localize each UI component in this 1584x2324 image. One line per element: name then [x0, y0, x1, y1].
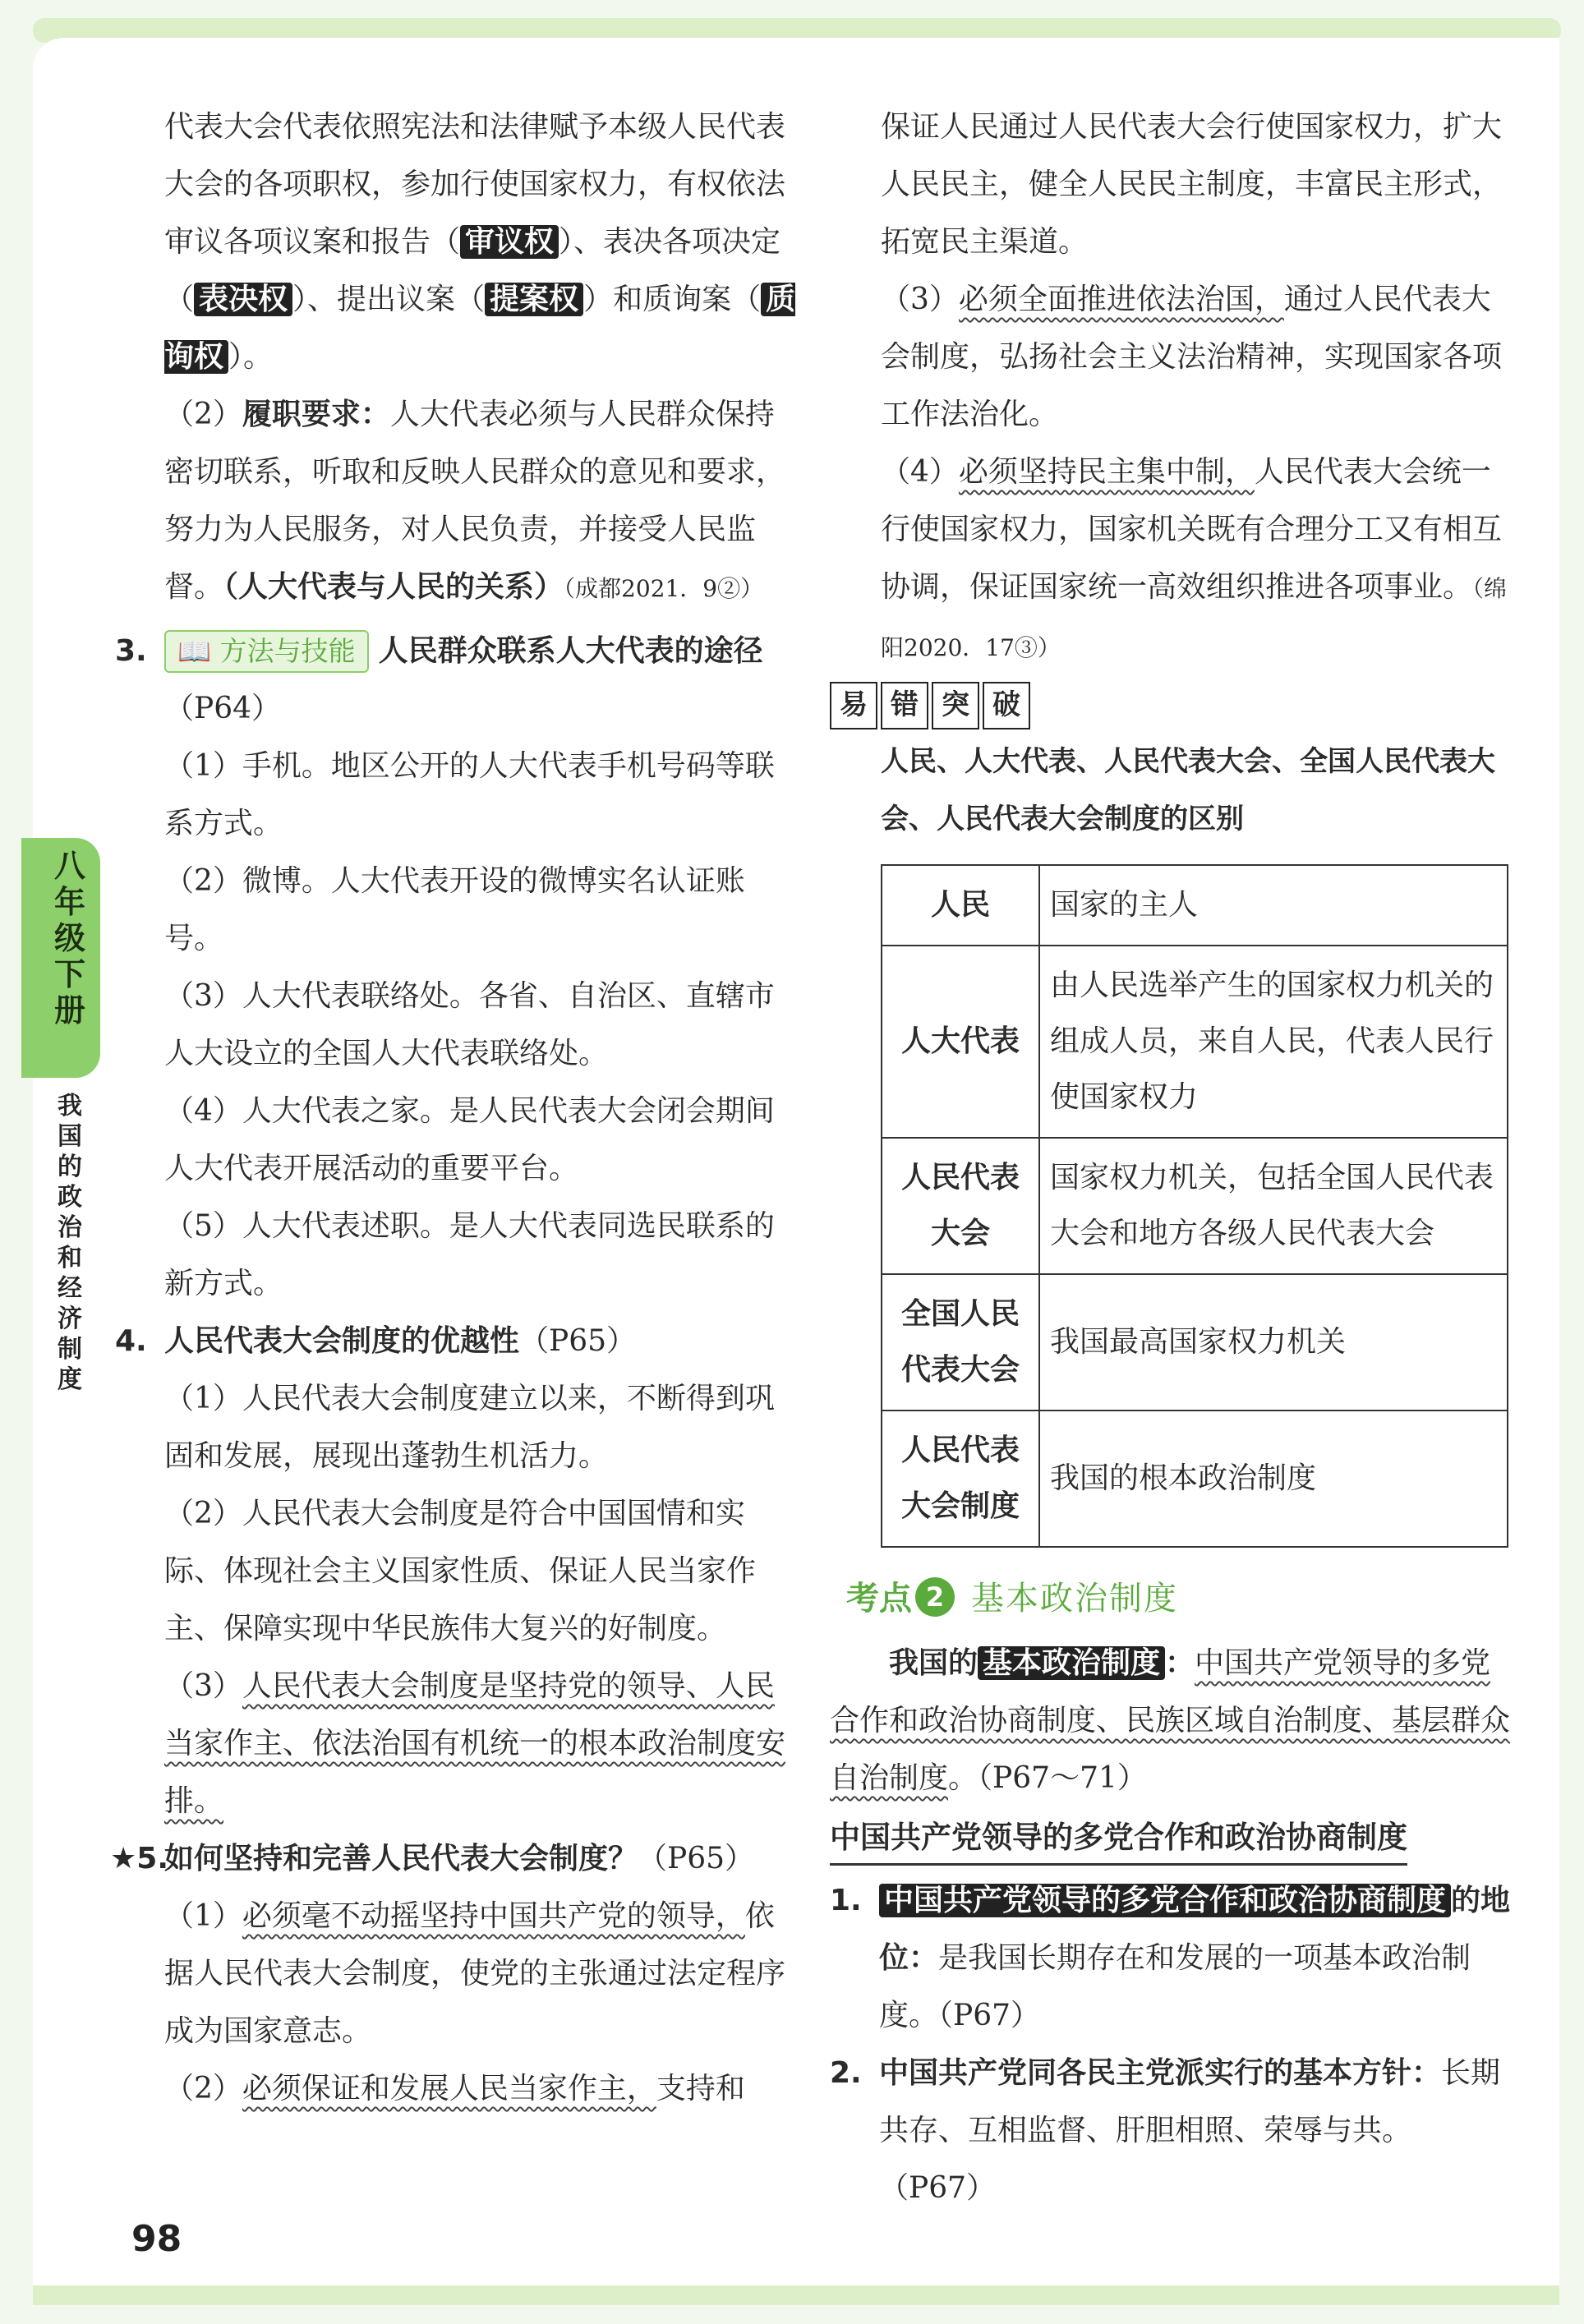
- table-row: 人民代表大会制度 我国的根本政治制度: [882, 1411, 1508, 1547]
- relation-note: （人大代表与人民的关系）: [223, 570, 564, 604]
- contact-way-3: （3）人大代表联络处。各省、自治区、直辖市人大设立的全国人大代表联络处。: [164, 979, 775, 1070]
- exam-ref: （成都2021．9②）: [564, 575, 764, 602]
- left-column: [110, 99, 797, 2118]
- table-row: 人民 国家的主人: [882, 865, 1508, 946]
- contact-way-2: （2）微博。人大代表开设的微博实名认证账号。: [164, 864, 745, 955]
- item-3: 3. 📖 方法与技能 人民群众联系人大代表的途径（P64）: [115, 623, 797, 738]
- section-subhead: 中国共产党领导的多党合作和政治协商制度: [830, 1812, 1407, 1866]
- uphold-2: （2）必须保证和发展人民当家作主，支持和: [164, 2072, 745, 2105]
- highlight-inquiry-right: 质询权: [164, 283, 796, 374]
- right-item-2: 2. 中国共产党同各民主党派实行的基本方针：长期共存、互相监督、肝胆相照、荣辱与共。（P67）: [830, 2045, 1512, 2217]
- duty-label: 履职要求：: [242, 398, 390, 431]
- highlight-vote-right: 表决权: [194, 283, 292, 316]
- highlight-proposal-right: 提案权: [485, 283, 583, 316]
- highlight-review-right: 审议权: [460, 225, 559, 259]
- right-column: [830, 99, 1512, 2217]
- table-row: 全国人民代表大会 我国最高国家权力机关: [882, 1274, 1508, 1411]
- bottom-decor-bar: [33, 2285, 1559, 2305]
- superiority-3: （3）人民代表大会制度是坚持党的领导、人民当家作主、依法治国有机统一的根本政治制度安排。: [164, 1669, 786, 1818]
- item-title: 人民群众联系人大代表的途径: [378, 634, 763, 668]
- highlight-basic-system: 基本政治制度: [978, 1646, 1165, 1680]
- contact-way-5: （5）人大代表述职。是人大代表同选民联系的新方式。: [164, 1209, 775, 1300]
- superiority-1: （1）人民代表大会制度建立以来，不断得到巩固和发展，展现出蓬勃生机活力。: [164, 1382, 775, 1473]
- duty-paragraph: （2）履职要求：人大代表必须与人民群众保持密切联系，听取和反映人民群众的意见和要求，努力为人民服务，对人民负责，并接受人民监督。（人大代表与人民的关系）（成都2021．9②）: [164, 398, 786, 604]
- item-number: 2.: [830, 2056, 862, 2090]
- item-5: ★5. 如何坚持和完善人民代表大会制度？（P65）: [115, 1830, 797, 1888]
- item-4: 4. 人民代表大会制度的优越性（P65）: [115, 1313, 797, 1370]
- side-book-title: 我国的政治和经济制度: [58, 1092, 82, 1394]
- contact-way-1: （1）手机。地区公开的人大代表手机号码等联系方式。: [164, 749, 775, 840]
- uphold-2-cont: 保证人民通过人民代表大会行使国家权力，扩大人民民主，健全人民民主制度，丰富民主形式，拓宽民主渠道。: [881, 110, 1503, 259]
- mistake-breakthrough-badge: 易 错 突 破: [830, 682, 1030, 729]
- table-row: 人民代表大会 国家权力机关，包括全国人民代表大会和地方各级人民代表大会: [882, 1138, 1508, 1274]
- basic-system-paragraph: 我国的 基本政治制度 ：中国共产党领导的多党合作和政治协商制度、民族区域自治制度、基层群众自治制度。（P67～71）: [830, 1646, 1511, 1795]
- item-number: 1.: [830, 1884, 862, 1917]
- item-number: 4.: [115, 1324, 147, 1358]
- right-item-1: 1. 中国共产党领导的多党合作和政治协商制度 的地位：是我国长期存在和发展的一项基本政治制度。（P67）: [830, 1872, 1512, 2045]
- uphold-4: （4）必须坚持民主集中制，人民代表大会统一行使国家权力，国家机关既有合理分工又有相互协调，保证国家统一高效组织推进各项事业。（绵阳2020．17③）: [881, 455, 1508, 661]
- side-tab-grade: 八年级下册: [53, 848, 85, 1029]
- item-title: 中国共产党同各民主党派实行的基本方针：: [879, 2056, 1442, 2090]
- item-number: ★5.: [110, 1842, 168, 1875]
- exam-point-heading: 考点 2 基本政治制度: [846, 1569, 1512, 1628]
- uphold-1: （1）必须毫不动摇坚持中国共产党的领导，依据人民代表大会制度，使党的主张通过法定程序成为国家意志。: [164, 1899, 786, 2048]
- comparison-table: [881, 864, 1508, 1548]
- table-row: 人大代表 由人民选举产生的国家权力机关的组成人员，来自人民，代表人民行使国家权力: [882, 946, 1508, 1138]
- exam-ref: （绵阳2020．17③）: [881, 575, 1508, 661]
- item-title: 如何坚持和完善人民代表大会制度？: [164, 1842, 638, 1875]
- exam-point-number: 2: [915, 1577, 955, 1617]
- exam-point-title: 基本政治制度: [971, 1580, 1178, 1618]
- superiority-2: （2）人民代表大会制度是符合中国国情和实际、体现社会主义国家性质、保证人民当家作主、保障实现中华民族伟大复兴的好制度。: [164, 1497, 757, 1645]
- uphold-3: （3）必须全面推进依法治国，通过人民代表大会制度，弘扬社会主义法治精神，实现国家各项工作法治化。: [881, 283, 1503, 431]
- item-title: 人民代表大会制度的优越性: [164, 1324, 520, 1358]
- item-number: 3.: [115, 634, 147, 668]
- contact-way-4: （4）人大代表之家。是人民代表大会闭会期间人大代表开展活动的重要平台。: [164, 1094, 775, 1185]
- mistake-title: 人民、人大代表、人民代表大会、全国人民代表大会、人民代表大会制度的区别: [881, 745, 1495, 835]
- method-skill-tag: 📖 方法与技能: [164, 630, 369, 673]
- highlight-cpc-system: 中国共产党领导的多党合作和政治协商制度: [879, 1884, 1451, 1917]
- page-number: 98: [131, 2218, 182, 2260]
- rights-paragraph: 代表大会代表依照宪法和法律赋予本级人民代表大会的各项职权，参加行使国家权力，有权依法审议各项议案和报告（ 审议权 ）、表决各项决定（ 表决权 ）、提出议案（ 提案权 ）和质询案（ 质询权 ）。: [164, 110, 796, 374]
